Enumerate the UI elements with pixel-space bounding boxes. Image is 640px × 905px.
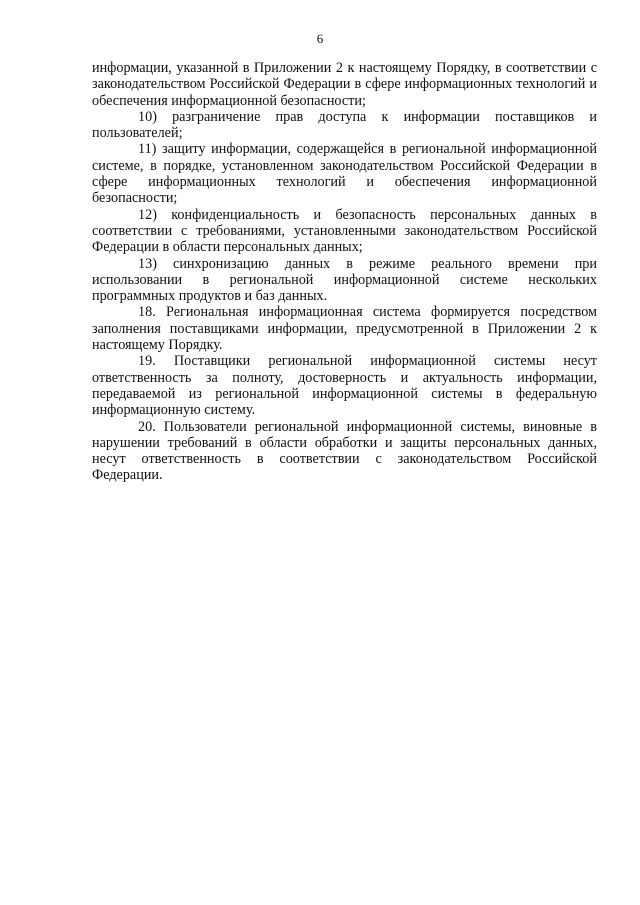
paragraph-clause-19: 19. Поставщики региональной информационной системы несут ответственность за полноту, достоверность и актуальность информации, передаваемой из региональной информационной системы в федеральную информационную систему. [92, 353, 597, 419]
document-body [92, 60, 597, 484]
paragraph-clause-18: 18. Региональная информационная система формируется посредством заполнения поставщиками информации, предусмотренной в Приложении 2 к настоящему Порядку. [92, 304, 597, 354]
paragraph-continuation: информации, указанной в Приложении 2 к настоящему Порядку, в соответствии с законодательством Российской Федерации в сфере информационных технологий и обеспечения информационной безопасности; [92, 60, 597, 109]
paragraph-item-12: 12) конфиденциальность и безопасность персональных данных в соответствии с требованиями, установленными законодательством Российской Федерации в области персональных данных; [92, 206, 597, 256]
paragraph-item-10: 10) разграничение прав доступа к информации поставщиков и пользователей; [92, 108, 597, 142]
paragraph-item-13: 13) синхронизацию данных в режиме реального времени при использовании в региональной информационной системе нескольких программных продуктов и баз данных. [92, 255, 597, 305]
paragraph-clause-20: 20. Пользователи региональной информационной системы, виновные в нарушении требований в области обработки и защиты персональных данных, несут ответственность в соответствии с законодательством Российской Федерации. [92, 418, 597, 484]
paragraph-item-11: 11) защиту информации, содержащейся в региональной информационной системе, в порядке, установленном законодательством Российской Федерации в сфере информационных технологий и обеспечения информационной безопасности; [92, 141, 597, 207]
page-number: 6 [316, 31, 324, 46]
